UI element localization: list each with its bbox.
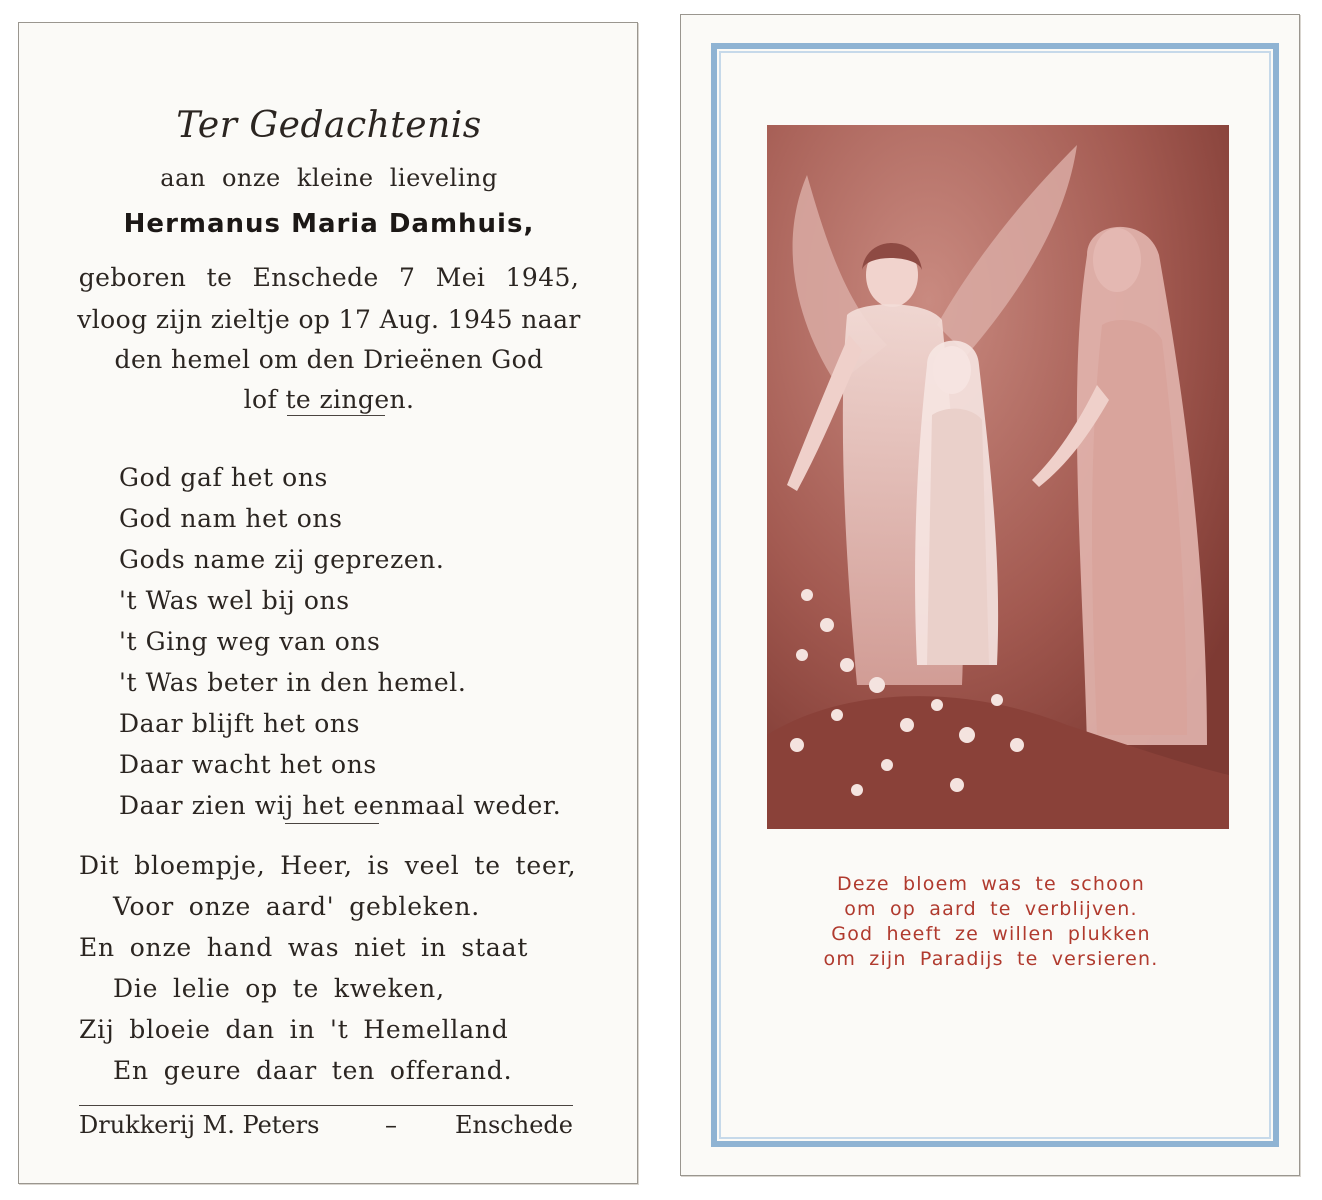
intro-line: lof te zingen. [243, 385, 415, 414]
intro-line: geboren te Enschede 7 Mei 1945, [78, 263, 580, 292]
printer-name: Drukkerij M. Peters [79, 1111, 320, 1139]
poem-line: Zij bloeie dan in 't Hemelland [79, 1015, 509, 1044]
right-memorial-card [680, 14, 1300, 1176]
poem-line: En onze hand was niet in staat [79, 933, 529, 962]
intro-line: den hemel om den Drieënen God [114, 345, 544, 374]
card-subheading: aan onze kleine lieveling [160, 164, 498, 192]
devotional-illustration [767, 125, 1229, 829]
printer-city: Enschede [455, 1111, 573, 1139]
caption-line: Deze bloem was te schoon [836, 873, 1145, 895]
caption-line: God heeft ze willen plukken [831, 923, 1151, 945]
card-heading: Ter Gedachtenis [176, 105, 482, 146]
divider [285, 823, 379, 824]
intro-line: vloog zijn zieltje op 17 Aug. 1945 naar [77, 305, 581, 334]
poem-line: Voor onze aard' gebleken. [113, 892, 480, 921]
poem-line: Dit bloempje, Heer, is veel te teer, [79, 851, 577, 880]
poem-line: Daar blijft het ons [119, 709, 361, 738]
poem-line: 't Was beter in den hemel. [119, 668, 467, 697]
deceased-name: Hermanus Maria Damhuis, [123, 209, 535, 239]
caption-line: om zijn Paradijs te versieren. [823, 948, 1159, 970]
divider [79, 1105, 573, 1106]
card-caption [681, 872, 1301, 972]
poem-second [79, 845, 576, 1091]
poem-line: En geure daar ten offerand. [113, 1056, 513, 1085]
child-robe [927, 409, 989, 665]
left-memorial-card [18, 22, 638, 1184]
poem-first [119, 457, 561, 826]
angel-child-madonna-picture [767, 125, 1229, 829]
poem-line: 't Ging weg van ons [119, 627, 381, 656]
poem-line: Daar wacht het ons [119, 750, 377, 779]
poem-line: Die lelie op te kweken, [113, 974, 445, 1003]
divider [287, 415, 385, 416]
poem-line: Gods name zij geprezen. [119, 545, 445, 574]
poem-line: God nam het ons [119, 504, 343, 533]
printer-separator: – [385, 1111, 397, 1139]
poem-line: Daar zien wij het eenmaal weder. [119, 791, 562, 820]
caption-line: om op aard te verblijven. [844, 898, 1138, 920]
poem-line: God gaf het ons [119, 463, 328, 492]
poem-line: 't Was wel bij ons [119, 586, 350, 615]
